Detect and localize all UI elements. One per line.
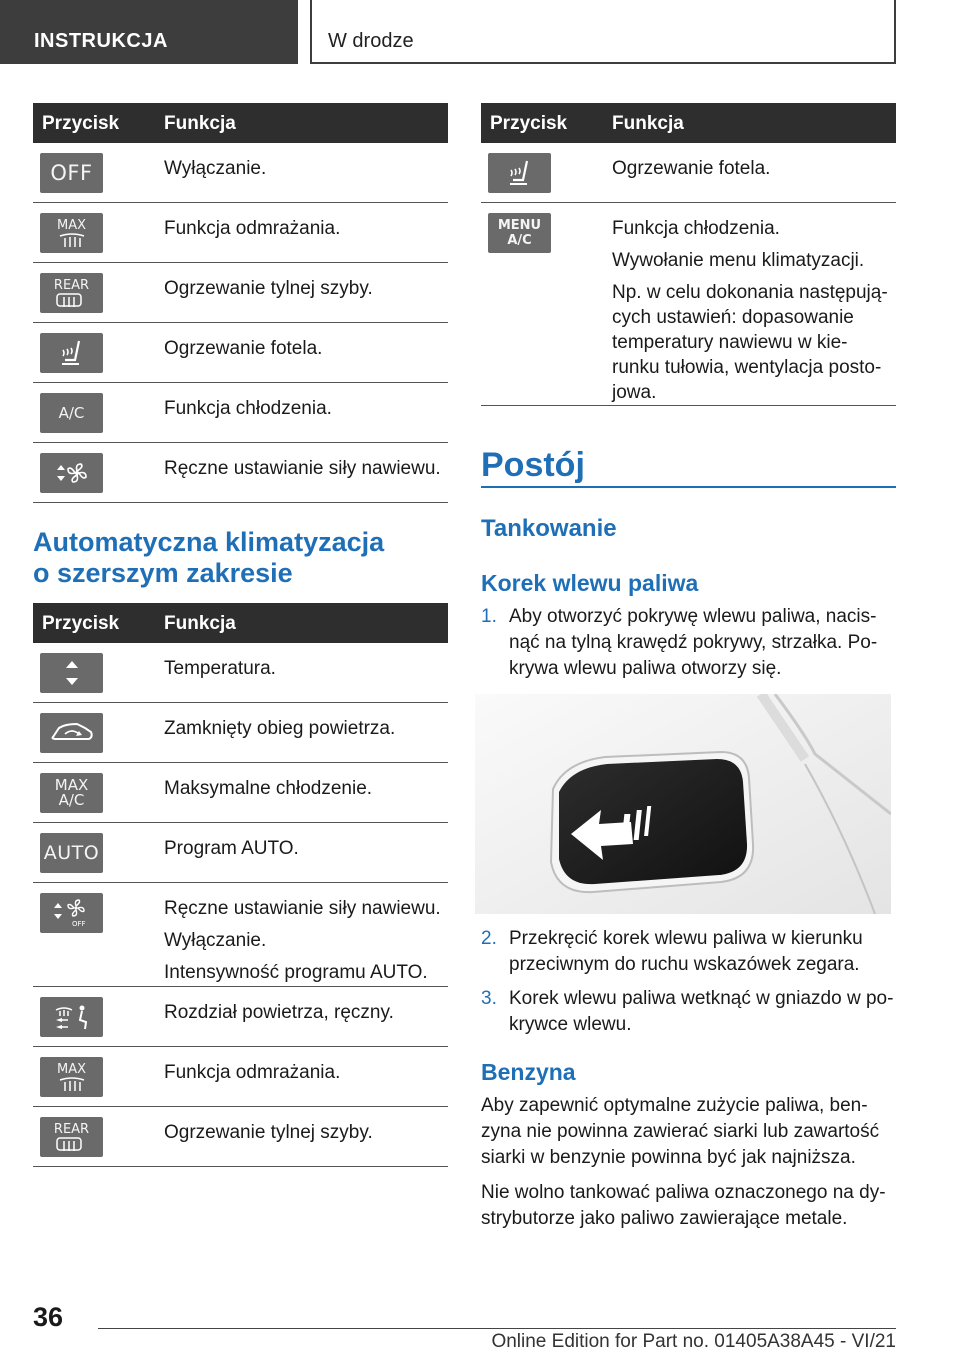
section-heading-auto-climate: Automatyczna klimatyzacja o szerszym zakresie [33, 527, 385, 588]
table-row [481, 143, 896, 203]
fan-off-icon [40, 893, 103, 933]
column-header-button: Przycisk [42, 613, 120, 634]
rear-window-heat-icon: REAR [40, 273, 103, 313]
row-description: Ogrzewanie fotela. [612, 158, 771, 179]
svg-text:OFF: OFF [71, 920, 86, 928]
controls-table-right [481, 103, 896, 406]
row-description: Ogrzewanie tylnej szyby. [164, 278, 373, 299]
column-header-button: Przycisk [42, 113, 120, 134]
menu-ac-icon: MENU A/C [488, 213, 551, 253]
table-row [33, 643, 448, 703]
row-description: Ogrzewanie fotela. [164, 338, 323, 359]
row-description: Funkcja odmrażania. [164, 218, 341, 239]
row-description: Funkcja chłodzenia. [164, 398, 332, 419]
row-description: Funkcja odmrażania. [164, 1062, 341, 1083]
subheading-refueling: Tankowanie [481, 515, 617, 542]
steps-list-1 [481, 604, 896, 682]
column-header-function: Funkcja [164, 613, 236, 634]
max-defrost-icon: MAX [40, 1057, 103, 1097]
list-item: 2. Przekręcić korek wlewu paliwa w kierunku przeciwnym do ruchu wskazówek zegara. [481, 928, 863, 975]
table-row [33, 203, 448, 263]
chapter-label: W drodze [328, 30, 414, 52]
subheading-fuel-cap: Korek wlewu paliwa [481, 570, 699, 596]
table-row [33, 1107, 448, 1167]
section-heading-parking: Postój [481, 446, 585, 484]
table-row [33, 1047, 448, 1107]
row-description: Temperatura. [164, 658, 276, 679]
air-distribution-icon [40, 997, 103, 1037]
table-row [33, 443, 448, 503]
max-ac-icon: MAX A/C [40, 773, 103, 813]
table-row [33, 263, 448, 323]
row-description: Ręczne ustawianie siły nawiewu. Wyłączanie. Intensywność programu AUTO. [164, 898, 441, 983]
table-row [33, 987, 448, 1047]
section-label: INSTRUKCJA [34, 30, 168, 52]
column-header-function: Funkcja [164, 113, 236, 134]
table-header [33, 603, 448, 643]
column-header-button: Przycisk [490, 113, 568, 134]
table-row [33, 763, 448, 823]
page-number: 36 [33, 1302, 64, 1332]
subheading-gasoline: Benzyna [481, 1059, 576, 1085]
table-row [33, 383, 448, 443]
table-row [33, 823, 448, 883]
off-button-icon: OFF [40, 153, 103, 193]
seat-heating-icon [488, 153, 551, 193]
controls-table-auto [33, 603, 448, 1167]
table-row [481, 203, 896, 406]
temperature-arrows-icon [40, 653, 103, 693]
steps-list-2 [481, 926, 896, 1038]
table-row [33, 143, 448, 203]
max-defrost-icon: MAX [40, 213, 103, 253]
table-row [33, 883, 448, 987]
column-header-function: Funkcja [612, 113, 684, 134]
table-header [33, 103, 448, 143]
list-item: 3. Korek wlewu paliwa wetknąć w gniazdo w po- krywce wlewu. [481, 988, 894, 1035]
list-item: 1. Aby otworzyć pokrywę wlewu paliwa, nacis- nąć na tylną krawędź pokrywy, strzałka. Po- krywa wlewu paliwa otworzy się. [481, 606, 878, 679]
row-description: Rozdział powietrza, ręczny. [164, 1002, 394, 1023]
auto-button-icon: AUTO [40, 833, 103, 873]
table-row [33, 323, 448, 383]
seat-heating-icon [40, 333, 103, 373]
row-description: Ogrzewanie tylnej szyby. [164, 1122, 373, 1143]
row-description: Maksymalne chłodzenie. [164, 778, 373, 799]
row-description: Program AUTO. [164, 838, 299, 859]
ac-button-icon: A/C [40, 393, 103, 433]
row-description: Funkcja chłodzenia. Wywołanie menu klimatyzacji. Np. w celu dokonania następują- cych ustawień: dopasowanie temperatury nawiewu w kie- runku tułowia, wentylacja posto- jowa. [612, 218, 888, 403]
fan-speed-icon [40, 453, 103, 493]
table-row [33, 703, 448, 763]
gasoline-paragraphs: Aby zapewnić optymalne zużycie paliwa, ben- zyna nie powinna zawierać siarki lub zawartość siarki w benzynie powinna być jak najniższa. Nie wolno tankować paliwa oznaczonego na dy- strybutorze jako paliwo zawierające metale. [481, 1095, 886, 1229]
rear-window-heat-icon: REAR [40, 1117, 103, 1157]
row-description: Zamknięty obieg powietrza. [164, 718, 396, 739]
footer-divider [98, 1328, 896, 1329]
recirculation-icon [40, 713, 103, 753]
section-tab [0, 0, 298, 64]
table-header [481, 103, 896, 143]
edition-note: Online Edition for Part no. 01405A38A45 - VI/21 [491, 1331, 896, 1352]
controls-table-basic [33, 103, 448, 503]
fuel-flap-illustration [475, 694, 891, 914]
row-description: Wyłączanie. [164, 158, 267, 179]
chapter-tab [310, 0, 896, 64]
row-description: Ręczne ustawianie siły nawiewu. [164, 458, 441, 479]
section-divider [481, 486, 896, 488]
